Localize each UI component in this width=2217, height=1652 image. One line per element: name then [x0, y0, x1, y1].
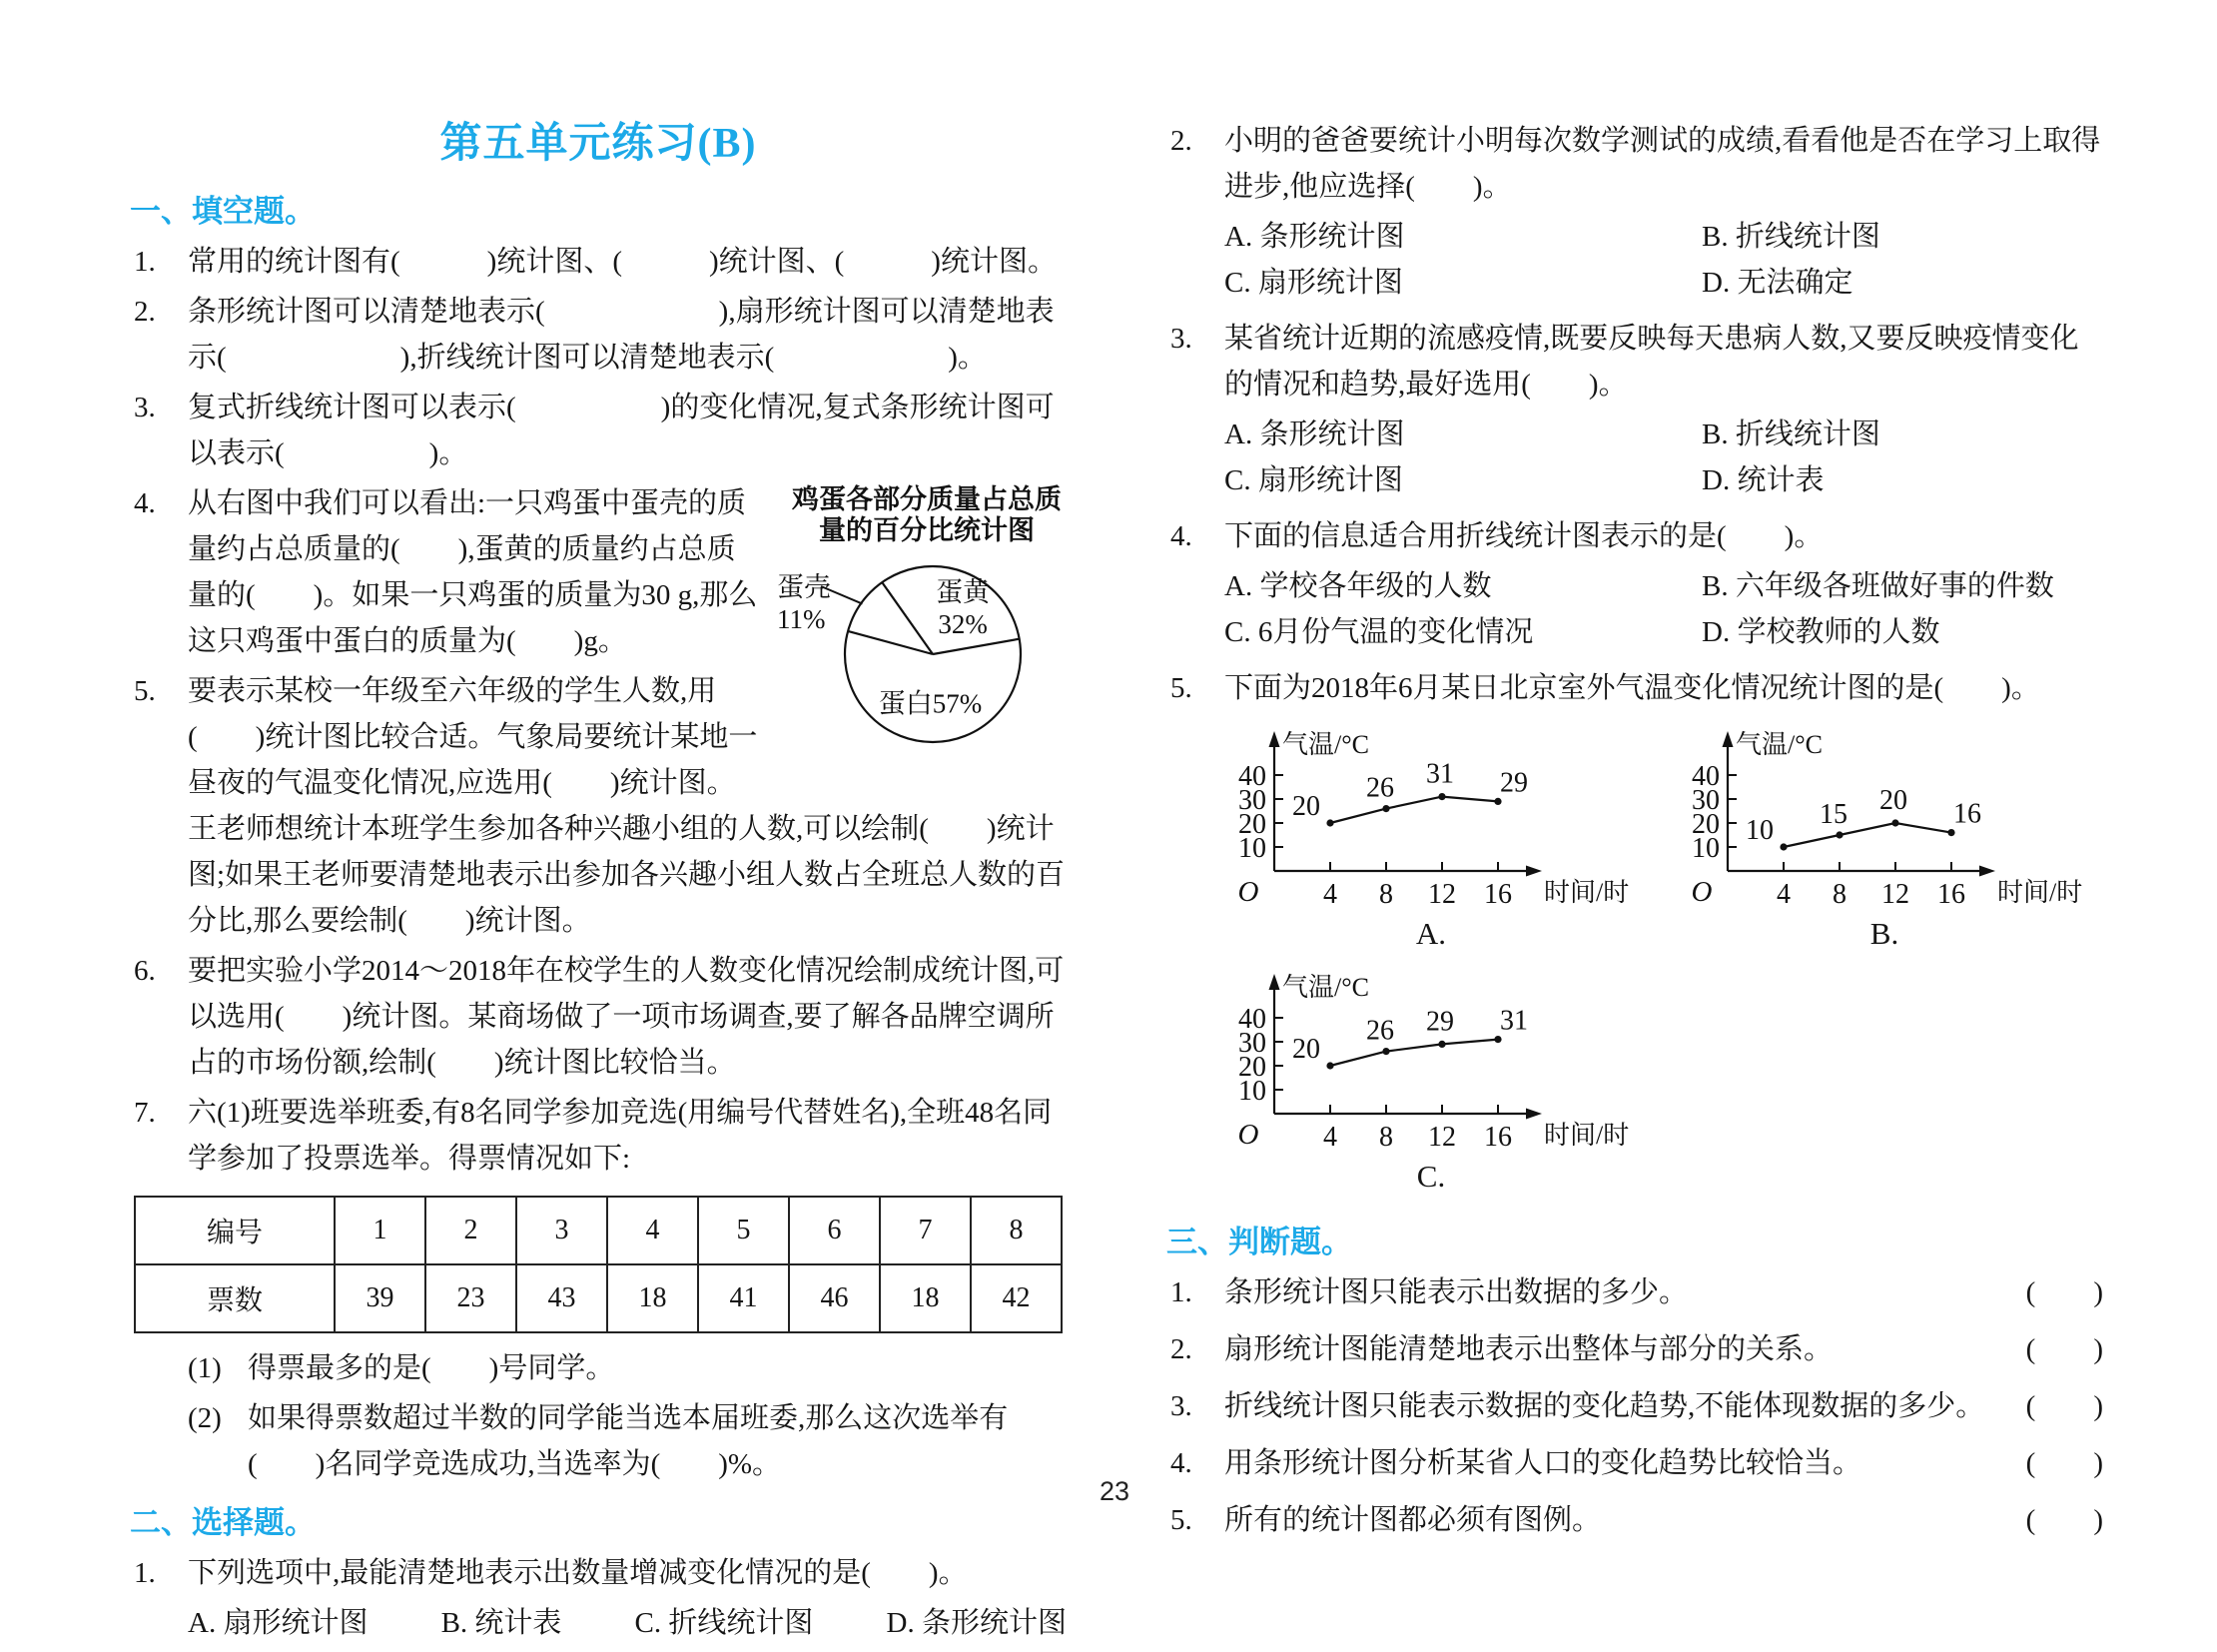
fill-question-1 [130, 239, 1067, 285]
option-d: D. 条形统计图 [886, 1607, 1067, 1639]
option-d: D. 学校教师的人数 [1702, 616, 1940, 648]
option-a: A. 扇形统计图 [188, 1607, 369, 1639]
item-number: 5. [1170, 1504, 1192, 1536]
svg-text:31: 31 [1500, 1005, 1528, 1037]
table-row [135, 1264, 1062, 1332]
svg-text:蛋白57%: 蛋白57% [878, 688, 983, 719]
sub-number: (2) [188, 1402, 222, 1434]
page-title: 第五单元练习(B) [439, 121, 757, 167]
table-cell: 18 [880, 1264, 971, 1332]
svg-text:10: 10 [1238, 1076, 1266, 1107]
table-cell: 43 [516, 1264, 607, 1332]
question-text: 某省统计近期的流感疫情,既要反映每天患病人数,又要反映疫情变化的情况和趋势,最好选用( )。 [1224, 323, 2079, 401]
charts-row-c [1216, 966, 2103, 1197]
chart-c-figure [1216, 966, 1646, 1197]
chart-b-caption: B. [1869, 916, 1899, 951]
choice-question-2-options [1224, 214, 2103, 306]
svg-text:29: 29 [1500, 767, 1528, 799]
section-choice-heading: 二、选择题。 [130, 1505, 316, 1540]
svg-text:蛋黄: 蛋黄 [936, 577, 991, 608]
svg-text:20: 20 [1238, 809, 1266, 840]
chart-b-figure [1670, 723, 2099, 954]
svg-text:量的百分比统计图: 量的百分比统计图 [819, 515, 1035, 545]
answer-blank: ( ) [2025, 1504, 2103, 1536]
table-cell: 7 [880, 1197, 971, 1264]
section-judge-heading: 三、判断题。 [1166, 1225, 1352, 1259]
svg-text:O: O [1237, 1119, 1259, 1151]
question-text: 要表示某校一年级至六年级的学生人数,用( )统计图比较合适。气象局要统计某地一昼夜的气温变化情况,应选用( )统计图。王老师想统计本班学生参加各种兴趣小组的人数,可以绘制( )统计图;如果王老师要清楚地表示出参加各兴趣小组人数占全班总人数的百分比,那么要绘制( )统计图。 [188, 675, 1066, 937]
choice-question-5 [1166, 665, 2103, 711]
question-text: 从右图中我们可以看出:一只鸡蛋中蛋壳的质量约占总质量的( ),蛋黄的质量约占总质量的( )。如果一只鸡蛋的质量为30 g,那么这只鸡蛋中蛋白的质量为( )g。 [188, 487, 758, 657]
question-text: 下面为2018年6月某日北京室外气温变化情况统计图的是( )。 [1224, 672, 2040, 704]
charts-row-ab [1216, 723, 2103, 954]
svg-text:12: 12 [1428, 879, 1456, 910]
option-c: C. 6月份气温的变化情况 [1224, 616, 1534, 648]
table-cell: 1 [335, 1197, 425, 1264]
svg-text:10: 10 [1238, 833, 1266, 864]
chart-c-caption: C. [1416, 1159, 1446, 1194]
question-text: 下面的信息适合用折线统计图表示的是( )。 [1224, 520, 1824, 552]
item-text: 扇形统计图能清楚地表示出整体与部分的关系。 [1224, 1333, 1834, 1365]
option-b: B. 六年级各班做好事的件数 [1702, 570, 2054, 602]
table-cell: 42 [971, 1264, 1062, 1332]
svg-text:15: 15 [1820, 799, 1848, 830]
question-number: 6. [134, 955, 156, 987]
svg-text:40: 40 [1692, 761, 1720, 792]
svg-text:30: 30 [1692, 785, 1720, 816]
svg-text:20: 20 [1692, 809, 1720, 840]
sub-number: (1) [188, 1352, 222, 1384]
question-number: 5. [134, 675, 156, 707]
fill-question-7-sub2 [130, 1395, 1067, 1487]
svg-text:时间/时: 时间/时 [1544, 1121, 1630, 1150]
line-chart-b [1670, 723, 2099, 909]
item-text: 条形统计图只能表示出数据的多少。 [1224, 1276, 1689, 1308]
choice-question-1 [130, 1550, 1067, 1596]
chart-a-figure [1216, 723, 1646, 954]
svg-text:4: 4 [1323, 1122, 1337, 1153]
svg-text:O: O [1237, 876, 1259, 908]
section-fill-heading: 一、填空题。 [130, 194, 316, 229]
svg-text:30: 30 [1238, 785, 1266, 816]
item-text: 折线统计图只能表示数据的变化趋势,不能体现数据的多少。 [1224, 1390, 1985, 1422]
svg-text:20: 20 [1879, 785, 1907, 816]
option-c: C. 折线统计图 [634, 1607, 814, 1639]
svg-text:4: 4 [1777, 879, 1791, 910]
choice-question-4 [1166, 513, 2103, 559]
fill-question-2 [130, 289, 1067, 381]
question-number: 1. [134, 246, 156, 278]
question-number: 3. [134, 392, 156, 423]
option-a: A. 学校各年级的人数 [1224, 570, 1492, 602]
table-cell: 6 [789, 1197, 880, 1264]
question-number: 1. [134, 1557, 156, 1589]
table-cell: 3 [516, 1197, 607, 1264]
svg-text:16: 16 [1937, 879, 1965, 910]
question-number: 2. [134, 296, 156, 328]
choice-question-2 [1166, 118, 2103, 210]
svg-text:40: 40 [1238, 761, 1266, 792]
table-cell: 39 [335, 1264, 425, 1332]
table-cell: 18 [607, 1264, 698, 1332]
option-c: C. 扇形统计图 [1224, 464, 1403, 496]
table-cell: 23 [425, 1264, 516, 1332]
item-number: 2. [1170, 1333, 1192, 1365]
left-column [130, 110, 1067, 1652]
table-row [135, 1197, 1062, 1264]
svg-text:20: 20 [1292, 1034, 1320, 1065]
svg-text:气温/°C: 气温/°C [1736, 730, 1823, 759]
svg-text:16: 16 [1484, 879, 1512, 910]
answer-blank: ( ) [2025, 1333, 2103, 1365]
svg-text:29: 29 [1426, 1006, 1454, 1038]
question-text: 常用的统计图有( )统计图、( )统计图、( )统计图。 [188, 246, 1057, 278]
svg-text:31: 31 [1426, 758, 1454, 790]
sub-text: 如果得票数超过半数的同学能当选本届班委,那么这次选举有( )名同学竞选成功,当选率为( )%。 [248, 1402, 1009, 1480]
table-cell: 41 [698, 1264, 789, 1332]
chart-a-caption: A. [1415, 916, 1447, 951]
table-cell: 2 [425, 1197, 516, 1264]
svg-text:12: 12 [1428, 1122, 1456, 1153]
question-number: 5. [1170, 672, 1192, 704]
question-number: 2. [1170, 125, 1192, 157]
option-c: C. 扇形统计图 [1224, 267, 1403, 299]
svg-text:气温/°C: 气温/°C [1282, 730, 1369, 759]
fill-question-5 [130, 668, 1067, 944]
item-number: 3. [1170, 1390, 1192, 1422]
option-d: D. 统计表 [1702, 464, 1825, 496]
question-number: 7. [134, 1097, 156, 1129]
svg-text:20: 20 [1292, 791, 1320, 822]
svg-text:26: 26 [1366, 772, 1394, 804]
votes-table [134, 1196, 1063, 1333]
item-number: 4. [1170, 1447, 1192, 1479]
question-text: 下列选项中,最能清楚地表示出数量增减变化情况的是( )。 [188, 1557, 968, 1589]
svg-text:20: 20 [1238, 1052, 1266, 1083]
svg-text:26: 26 [1366, 1015, 1394, 1047]
option-a: A. 条形统计图 [1224, 418, 1405, 450]
judge-item-5 [1166, 1497, 2103, 1543]
table-cell: 4 [607, 1197, 698, 1264]
row-header-cell: 票数 [135, 1264, 335, 1332]
choice-question-3 [1166, 316, 2103, 408]
answer-blank: ( ) [2025, 1447, 2103, 1479]
question-text: 六(1)班要选举班委,有8名同学参加竞选(用编号代替姓名),全班48名同学参加了投票选举。得票情况如下: [188, 1097, 1053, 1175]
svg-text:鸡蛋各部分质量占总质: 鸡蛋各部分质量占总质 [792, 484, 1062, 514]
svg-text:气温/°C: 气温/°C [1282, 973, 1369, 1002]
answer-blank: ( ) [2025, 1276, 2103, 1308]
svg-text:30: 30 [1238, 1028, 1266, 1059]
option-b: B. 折线统计图 [1702, 221, 1880, 253]
judge-item-2 [1166, 1326, 2103, 1372]
option-b: B. 折线统计图 [1702, 418, 1880, 450]
answer-blank: ( ) [2025, 1390, 2103, 1422]
fill-question-3 [130, 385, 1067, 476]
page-number: 23 [1099, 1476, 1130, 1506]
choice-question-3-options [1224, 412, 2103, 503]
question-text: 要把实验小学2014～2018年在校学生的人数变化情况绘制成统计图,可以选用( )统计图。某商场做了一项市场调查,要了解各品牌空调所占的市场份额,绘制( )统计图比较恰当。 [188, 955, 1065, 1079]
question-number: 4. [134, 487, 156, 519]
choice-question-1-options [130, 1600, 1067, 1646]
sub-text: 得票最多的是( )号同学。 [248, 1352, 615, 1384]
right-column [1166, 110, 2103, 1554]
table-cell: 46 [789, 1264, 880, 1332]
fill-question-6 [130, 948, 1067, 1086]
item-text: 所有的统计图都必须有图例。 [1224, 1504, 1602, 1536]
svg-text:16: 16 [1484, 1122, 1512, 1153]
svg-text:8: 8 [1379, 879, 1393, 910]
question-text: 小明的爸爸要统计小明每次数学测试的成绩,看看他是否在学习上取得进步,他应选择( )。 [1224, 125, 2101, 203]
judge-item-4 [1166, 1440, 2103, 1486]
table-cell: 5 [698, 1197, 789, 1264]
svg-text:12: 12 [1881, 879, 1909, 910]
svg-text:10: 10 [1746, 815, 1774, 846]
svg-text:蛋壳: 蛋壳 [777, 572, 831, 602]
svg-text:11%: 11% [777, 604, 826, 634]
svg-text:4: 4 [1323, 879, 1337, 910]
option-d: D. 无法确定 [1702, 267, 1853, 299]
line-chart-c [1216, 966, 1646, 1152]
svg-text:16: 16 [1953, 798, 1981, 830]
option-a: A. 条形统计图 [1224, 221, 1405, 253]
choice-question-4-options [1224, 563, 2103, 655]
judge-item-3 [1166, 1383, 2103, 1429]
row-header-cell: 编号 [135, 1197, 335, 1264]
fill-question-7 [130, 1090, 1067, 1182]
svg-text:O: O [1691, 876, 1713, 908]
svg-text:8: 8 [1833, 879, 1847, 910]
question-text: 复式折线统计图可以表示( )的变化情况,复式条形统计图可以表示( )。 [188, 392, 1055, 469]
svg-text:32%: 32% [938, 609, 988, 640]
svg-text:10: 10 [1692, 833, 1720, 864]
question-number: 3. [1170, 323, 1192, 355]
table-cell: 8 [971, 1197, 1062, 1264]
svg-text:8: 8 [1379, 1122, 1393, 1153]
option-b: B. 统计表 [440, 1607, 562, 1639]
item-text: 用条形统计图分析某省人口的变化趋势比较恰当。 [1224, 1447, 1862, 1479]
item-number: 1. [1170, 1276, 1192, 1308]
svg-text:时间/时: 时间/时 [1997, 878, 2083, 907]
question-text: 条形统计图可以清楚地表示( ),扇形统计图可以清楚地表示( ),折线统计图可以清楚地表示( )。 [188, 296, 1055, 374]
judge-item-1 [1166, 1269, 2103, 1315]
question-number: 4. [1170, 520, 1192, 552]
svg-text:时间/时: 时间/时 [1544, 878, 1630, 907]
fill-question-7-sub1 [130, 1345, 1067, 1391]
svg-text:40: 40 [1238, 1004, 1266, 1035]
line-chart-a [1216, 723, 1646, 909]
fill-question-4 [130, 480, 1067, 664]
